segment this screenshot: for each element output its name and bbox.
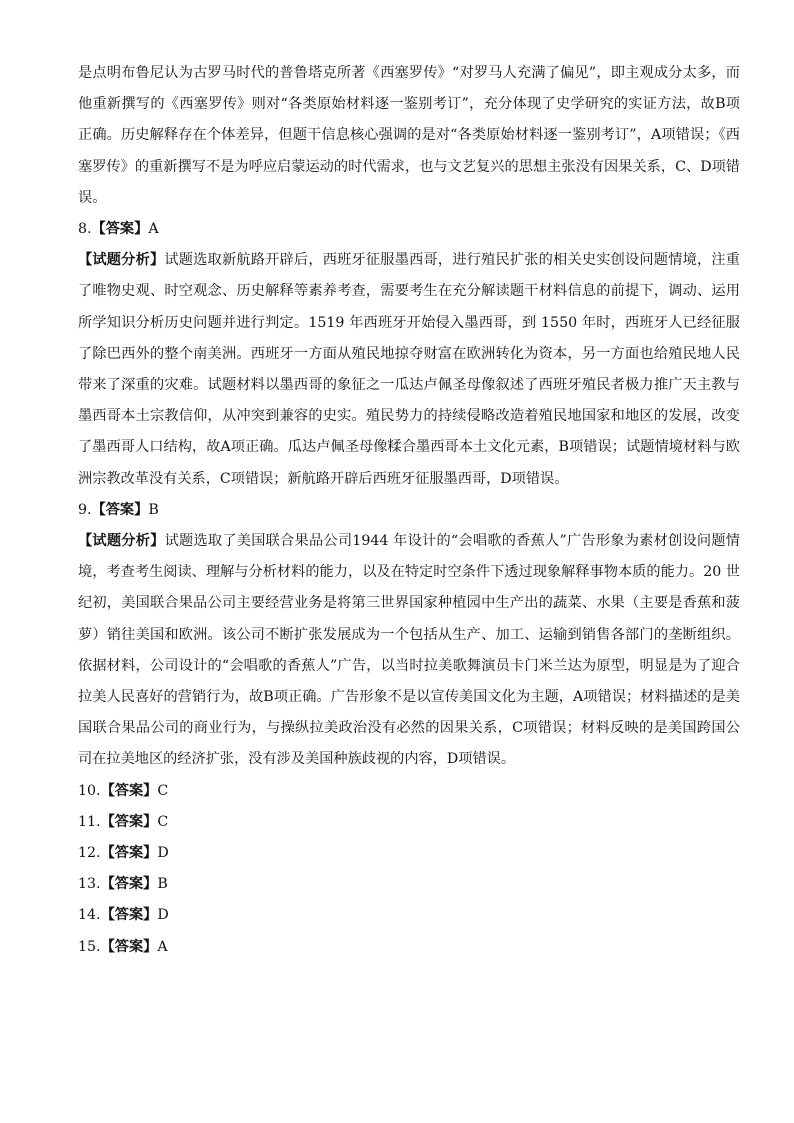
q11-answer-value: C xyxy=(157,813,169,830)
q10-answer-line xyxy=(78,776,740,807)
q11-answer-line xyxy=(78,807,740,838)
q9-answer-value: B xyxy=(148,501,159,518)
q14-number: 14. xyxy=(78,907,101,924)
document-content xyxy=(78,58,740,963)
q8-answer-value: A xyxy=(148,221,159,238)
q11-answer-label: 【答案】 xyxy=(100,813,158,830)
q8-analysis-label: 【试题分析】 xyxy=(78,252,165,269)
q14-answer-label: 【答案】 xyxy=(100,907,158,924)
q8-analysis-text: 试题选取新航路开辟后，西班牙征服墨西哥，进行殖民扩张的相关史实创设问题情境，注重了唯物史观、时空观念、历史解释等素养考查，需要考生在充分解读题干材料信息的前提下，调动、运用所学知识分析历史问题并进行判定。1519 年西班牙开始侵入墨西哥，到 1550 年时，西班牙人已经征服了除巴西外的整个南美洲。西班牙一方面从殖民地掠夺财富在欧洲转化为资本，另一方面也给殖民地人民带来了深重的灾难。试题材料以墨西哥的象征之一瓜达卢佩圣母像叙述了西班牙殖民者极力推广天主教与墨西哥本土宗教信仰，从冲突到兼容的史实。殖民势力的持续侵略改造着殖民地国家和地区的发展，改变了墨西哥人口结构，故A项正确。瓜达卢佩圣母像糅合墨西哥本土文化元素，B项错误；试题情境材料与欧洲宗教改革没有关系，C项错误；新航路开辟后西班牙征服墨西哥，D项错误。 xyxy=(78,252,740,487)
q13-answer-label: 【答案】 xyxy=(100,876,158,893)
q14-answer-line xyxy=(78,900,740,931)
intro-paragraph: 是点明布鲁尼认为古罗马时代的普鲁塔克所著《西塞罗传》“对罗马人充满了偏见”，即主观成分太多，而他重新撰写的《西塞罗传》则对“各类原始材料逐一鉴别考订”，充分体现了史学研究的实证方法，故B项正确。历史解释存在个体差异，但题干信息核心强调的是对“各类原始材料逐一鉴别考订”，A项错误；《西塞罗传》的重新撰写不是为呼应启蒙运动的时代需求，也与文艺复兴的思想主张没有因果关系，C、D项错误。 xyxy=(78,65,740,206)
q13-answer-value: B xyxy=(157,876,168,893)
q15-answer-line xyxy=(78,932,740,963)
q13-number: 13. xyxy=(78,876,101,893)
q9-analysis-paragraph xyxy=(78,526,740,776)
q9-analysis-label: 【试题分析】 xyxy=(78,533,165,550)
q10-number: 10. xyxy=(78,782,101,799)
q9-answer-line xyxy=(78,495,740,526)
q9-analysis-text: 试题选取了美国联合果品公司1944 年设计的“会唱歌的香蕉人”广告形象为素材创设问题情境，考查考生阅读、理解与分析材料的能力，以及在特定时空条件下透过现象解释事物本质的能力。20 世纪初，美国联合果品公司主要经营业务是将第三世界国家种植园中生产出的蔬菜、水果（主要是香蕉和菠萝）销往美国和欧洲。该公司不断扩张发展成为一个包括从生产、加工、运输到销售各部门的垄断组织。依据材料，公司设计的“会唱歌的香蕉人”广告，以当时拉美歌舞演员卡门米兰达为原型，明显是为了迎合拉美人民喜好的营销行为，故B项正确。广告形象不是以宣传美国文化为主题，A项错误；材料描述的是美国联合果品公司的商业行为，与操纵拉美政治没有必然的因果关系，C项错误；材料反映的是美国跨国公司在拉美地区的经济扩张，没有涉及美国种族歧视的内容，D项错误。 xyxy=(78,533,740,768)
q10-answer-label: 【答案】 xyxy=(100,782,158,799)
q9-answer-label: 【答案】 xyxy=(91,501,149,518)
q15-answer-value: A xyxy=(157,938,168,955)
q12-number: 12. xyxy=(78,845,101,862)
q11-number: 11. xyxy=(78,813,101,830)
q8-analysis-paragraph xyxy=(78,245,740,495)
q8-answer-line xyxy=(78,214,740,245)
q15-number: 15. xyxy=(78,938,101,955)
q8-answer-label: 【答案】 xyxy=(91,221,149,238)
q10-answer-value: C xyxy=(157,782,169,799)
q13-answer-line xyxy=(78,869,740,900)
q9-number: 9. xyxy=(78,501,92,518)
q12-answer-line xyxy=(78,838,740,869)
q8-number: 8. xyxy=(78,221,92,238)
q12-answer-value: D xyxy=(157,845,169,862)
q12-answer-label: 【答案】 xyxy=(100,845,158,862)
q15-answer-label: 【答案】 xyxy=(100,938,158,955)
q14-answer-value: D xyxy=(157,907,169,924)
